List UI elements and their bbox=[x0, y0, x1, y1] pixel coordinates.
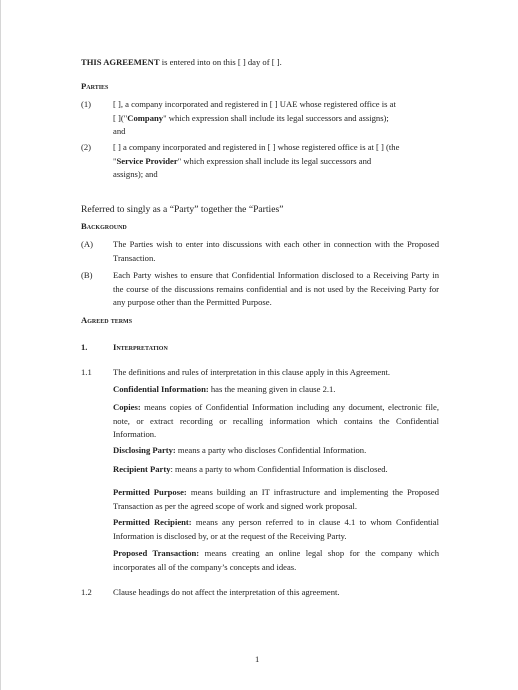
section-1-number: 1. bbox=[81, 342, 88, 352]
party-2-line-3: assigns); and bbox=[113, 169, 158, 180]
definition-permitted-purpose bbox=[113, 486, 439, 513]
definition-proposed-transaction bbox=[113, 547, 439, 574]
definition-term: Copies: bbox=[113, 402, 141, 412]
background-a-number: (A) bbox=[81, 239, 93, 249]
definition-term: Permitted Recipient: bbox=[113, 517, 192, 527]
party-2-text bbox=[113, 141, 439, 182]
intro-lead: THIS AGREEMENT bbox=[81, 57, 160, 67]
definition-text: means a party who discloses Confidential Information. bbox=[175, 445, 367, 455]
clause-1-1-text: The definitions and rules of interpretation in this clause apply in this Agreement. bbox=[113, 367, 391, 377]
definition-term: Disclosing Party: bbox=[113, 445, 176, 455]
definition-term: Confidential Information: bbox=[113, 384, 209, 394]
intro-line bbox=[81, 56, 441, 70]
company-term: Company bbox=[127, 112, 164, 123]
background-b-number: (B) bbox=[81, 270, 93, 280]
definition-text: means building an IT infrastructure and implementing the Proposed Transaction as per the agreed scope of work and signed work proposal. bbox=[113, 487, 439, 511]
party-2-line-1: [ ] a company incorporated and registered in [ ] whose registered office is at [ ] (the bbox=[113, 142, 400, 152]
party-1-number: (1) bbox=[81, 99, 92, 109]
definition-text: means any person referred to in clause 4.1 to whom Confidential Information is disclosed by, or at the request of the Receiving Party. bbox=[113, 517, 439, 541]
party-1-line-1: [ ], a company incorporated and registered in [ ] UAE whose registered office is at bbox=[113, 99, 396, 109]
page-number: 1 bbox=[255, 654, 260, 664]
party-1-text bbox=[113, 98, 439, 139]
background-b-text: Each Party wishes to ensure that Confidential Information disclosed to a Receiving Party in the course of the discussions remains confidential and is not used by the Receiving Party for any purpose other than the Permitted Purpose. bbox=[113, 270, 439, 308]
parties-heading: Parties bbox=[81, 81, 109, 91]
definition-disclosing-party bbox=[113, 444, 439, 458]
party-2-line-2c: " which expression shall include its legal successors and bbox=[177, 155, 372, 166]
service-provider-term: Service Provider bbox=[116, 155, 178, 166]
agreed-terms-heading: Agreed terms bbox=[81, 315, 133, 325]
definition-permitted-recipient bbox=[113, 516, 439, 543]
definition-text: means creating an online legal shop for the company which incorporates all of the company’s concepts and ideas. bbox=[113, 548, 440, 572]
definition-copies bbox=[113, 401, 439, 442]
section-1-title: Interpretation bbox=[113, 342, 168, 352]
party-2-number: (2) bbox=[81, 142, 92, 152]
definition-text: means copies of Confidential Information including any document, electronic file, note, or extract recording or recalling information which contains the Confidential Information. bbox=[113, 402, 439, 440]
party-1-line-2 bbox=[113, 112, 439, 126]
background-a-text: The Parties wish to enter into discussions with each other in connection with the Proposed Transaction. bbox=[113, 239, 439, 263]
background-heading: Background bbox=[81, 221, 127, 231]
clause-1-2-number: 1.2 bbox=[81, 587, 92, 597]
definition-term: Proposed Transaction: bbox=[113, 548, 200, 558]
definition-text: has the meaning given in clause 2.1. bbox=[208, 384, 336, 394]
definition-term: Permitted Purpose: bbox=[113, 487, 187, 497]
intro-rest: is entered into on this [ ] day of [ ]. bbox=[159, 57, 282, 67]
party-1-line-2a: [ ](" bbox=[113, 112, 128, 123]
referred-line: Referred to singly as a “Party” together the “Parties” bbox=[81, 204, 284, 215]
definition-recipient-party bbox=[113, 463, 439, 477]
party-2-line-2a: " bbox=[113, 155, 117, 166]
definition-text: : means a party to whom Confidential Information is disclosed. bbox=[170, 464, 388, 474]
definition-confidential-information bbox=[113, 383, 439, 397]
party-1-line-3: and bbox=[113, 126, 126, 137]
party-1-line-2c: " which expression shall include its legal successors and assigns); bbox=[163, 112, 389, 123]
party-2-line-2 bbox=[113, 155, 439, 169]
clause-1-1-number: 1.1 bbox=[81, 367, 92, 377]
definition-term: Recipient Party bbox=[113, 464, 171, 474]
clause-1-2-text: Clause headings do not affect the interpretation of this agreement. bbox=[113, 587, 340, 597]
